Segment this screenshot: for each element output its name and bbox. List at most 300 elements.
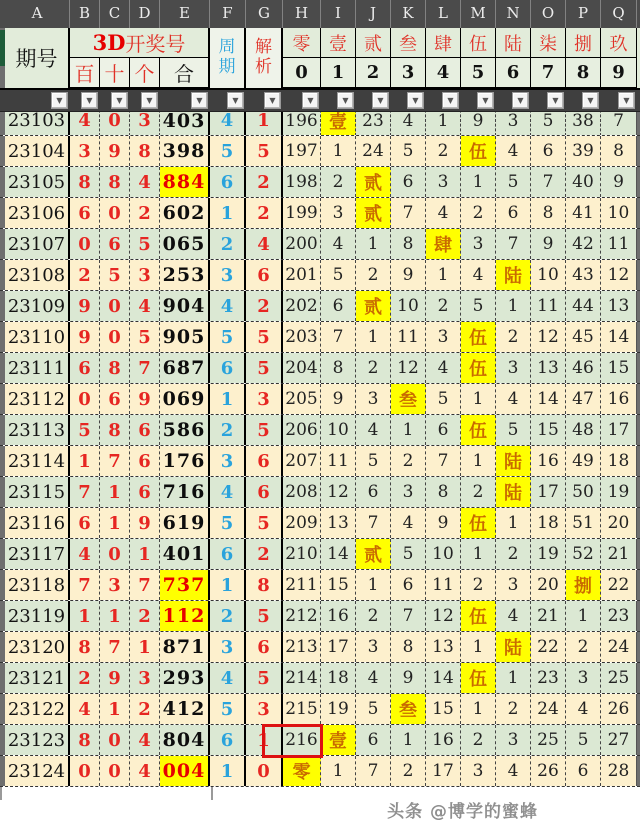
column-letter-I[interactable]: I [321,0,356,28]
filter-button-K[interactable]: ▼ [407,92,424,109]
cell-period[interactable]: 23115 [5,477,70,507]
column-letter-P[interactable]: P [566,0,601,28]
cell-digit-bai[interactable]: 6 [70,198,100,228]
cell-analysis[interactable]: 5 [246,136,283,166]
cell-count-9[interactable]: 23 [601,601,637,631]
cell-count-6[interactable]: 1 [496,663,531,693]
cell-period[interactable]: 23120 [5,632,70,662]
cell-count-3[interactable]: 2 [391,756,426,786]
cell-sum[interactable]: 293 [160,663,210,693]
cell-count-5[interactable]: 伍 [461,415,496,445]
cell-digit-bai[interactable]: 6 [70,353,100,383]
cell-count-0[interactable]: 204 [283,353,321,383]
cell-digit-shi[interactable]: 7 [100,446,130,476]
cell-count-5[interactable]: 5 [461,291,496,321]
cell-count-2[interactable]: 贰 [356,291,391,321]
cell-analysis[interactable]: 6 [246,477,283,507]
filter-button-Q[interactable]: ▼ [618,92,635,109]
cell-count-5[interactable]: 1 [461,384,496,414]
cell-digit-shi[interactable]: 5 [100,260,130,290]
cell-digit-shi[interactable]: 8 [100,353,130,383]
cell-digit-bai[interactable]: 8 [70,725,100,755]
cell-count-4[interactable]: 11 [426,570,461,600]
cell-count-4[interactable]: 14 [426,663,461,693]
column-letter-L[interactable]: L [426,0,461,28]
cell-digit-bai[interactable]: 0 [70,756,100,786]
cell-digit-shi[interactable]: 1 [100,508,130,538]
cell-count-6[interactable]: 4 [496,601,531,631]
cell-cycle[interactable]: 1 [210,570,246,600]
cell-period[interactable]: 23123 [5,725,70,755]
cell-digit-shi[interactable]: 9 [100,663,130,693]
filter-button-G[interactable]: ▼ [264,92,281,109]
cell-count-1[interactable]: 14 [321,539,356,569]
cell-count-0[interactable]: 201 [283,260,321,290]
cell-count-2[interactable]: 1 [356,570,391,600]
cell-count-6[interactable]: 陆 [496,632,531,662]
cell-analysis[interactable]: 2 [246,198,283,228]
cell-count-8[interactable]: 45 [566,322,601,352]
cell-count-2[interactable]: 1 [356,229,391,259]
cell-count-4[interactable]: 肆 [426,229,461,259]
cell-period[interactable]: 23106 [5,198,70,228]
cell-count-7[interactable]: 25 [531,725,566,755]
cell-period[interactable]: 23121 [5,663,70,693]
cell-period[interactable]: 23113 [5,415,70,445]
cell-count-9[interactable]: 28 [601,756,637,786]
cell-count-6[interactable]: 6 [496,198,531,228]
cell-digit-bai[interactable]: 2 [70,260,100,290]
cell-count-5[interactable]: 1 [461,446,496,476]
cell-digit-ge[interactable]: 5 [130,229,160,259]
cell-digit-shi[interactable]: 0 [100,112,130,136]
cell-cycle[interactable]: 6 [210,353,246,383]
cell-cycle[interactable]: 4 [210,291,246,321]
cell-count-1[interactable]: 1 [321,756,356,786]
cell-digit-shi[interactable]: 1 [100,477,130,507]
cell-sum[interactable]: 804 [160,725,210,755]
cell-digit-shi[interactable]: 6 [100,384,130,414]
cell-cycle[interactable]: 3 [210,446,246,476]
filter-button-I[interactable]: ▼ [337,92,354,109]
cell-cycle[interactable]: 5 [210,508,246,538]
cell-count-1[interactable]: 4 [321,229,356,259]
cell-count-1[interactable]: 16 [321,601,356,631]
cell-cycle[interactable]: 6 [210,539,246,569]
cell-count-1[interactable]: 3 [321,198,356,228]
cell-sum[interactable]: 905 [160,322,210,352]
cell-cycle[interactable]: 1 [210,198,246,228]
cell-count-0[interactable]: 207 [283,446,321,476]
column-letter-C[interactable]: C [100,0,130,28]
cell-count-1[interactable]: 10 [321,415,356,445]
cell-count-7[interactable]: 8 [531,198,566,228]
cell-count-7[interactable]: 13 [531,353,566,383]
cell-digit-bai[interactable]: 8 [70,632,100,662]
cell-sum[interactable]: 871 [160,632,210,662]
cell-count-0[interactable]: 198 [283,167,321,197]
cell-count-4[interactable]: 2 [426,136,461,166]
cell-count-2[interactable]: 1 [356,322,391,352]
cell-count-5[interactable]: 伍 [461,353,496,383]
filter-button-H[interactable]: ▼ [302,92,319,109]
filter-button-O[interactable]: ▼ [547,92,564,109]
cell-count-6[interactable]: 陆 [496,446,531,476]
cell-count-9[interactable]: 16 [601,384,637,414]
cell-count-4[interactable]: 12 [426,601,461,631]
cell-count-7[interactable]: 12 [531,322,566,352]
cell-digit-ge[interactable]: 6 [130,415,160,445]
cell-digit-ge[interactable]: 2 [130,198,160,228]
cell-count-2[interactable]: 24 [356,136,391,166]
cell-count-8[interactable]: 40 [566,167,601,197]
cell-count-2[interactable]: 2 [356,601,391,631]
cell-cycle[interactable]: 1 [210,756,246,786]
cell-digit-bai[interactable]: 2 [70,663,100,693]
cell-digit-shi[interactable]: 0 [100,725,130,755]
cell-count-9[interactable]: 8 [601,136,637,166]
cell-digit-bai[interactable]: 4 [70,694,100,724]
cell-digit-bai[interactable]: 5 [70,415,100,445]
cell-count-2[interactable]: 7 [356,756,391,786]
cell-count-6[interactable]: 3 [496,353,531,383]
cell-count-6[interactable]: 3 [496,725,531,755]
cell-count-9[interactable]: 19 [601,477,637,507]
cell-count-5[interactable]: 2 [461,477,496,507]
cell-digit-ge[interactable]: 3 [130,112,160,136]
cell-count-4[interactable]: 9 [426,508,461,538]
column-letter-E[interactable]: E [160,0,210,28]
cell-sum[interactable]: 069 [160,384,210,414]
cell-digit-ge[interactable]: 5 [130,322,160,352]
cell-count-8[interactable]: 50 [566,477,601,507]
cell-digit-ge[interactable]: 4 [130,756,160,786]
cell-count-5[interactable]: 1 [461,632,496,662]
cell-count-5[interactable]: 2 [461,725,496,755]
cell-count-4[interactable]: 8 [426,477,461,507]
cell-count-9[interactable]: 27 [601,725,637,755]
cell-digit-ge[interactable]: 2 [130,601,160,631]
cell-count-0[interactable]: 199 [283,198,321,228]
cell-count-0[interactable]: 216 [283,725,321,755]
cell-digit-ge[interactable]: 3 [130,663,160,693]
cell-sum[interactable]: 687 [160,353,210,383]
cell-count-9[interactable]: 18 [601,446,637,476]
cell-sum[interactable]: 065 [160,229,210,259]
cell-cycle[interactable]: 4 [210,477,246,507]
cell-count-4[interactable]: 16 [426,725,461,755]
cell-count-4[interactable]: 10 [426,539,461,569]
cell-sum[interactable]: 716 [160,477,210,507]
cell-count-2[interactable]: 5 [356,446,391,476]
cell-digit-shi[interactable]: 7 [100,632,130,662]
column-letter-B[interactable]: B [70,0,100,28]
cell-count-6[interactable]: 5 [496,167,531,197]
cell-cycle[interactable]: 5 [210,694,246,724]
cell-digit-ge[interactable]: 9 [130,508,160,538]
cell-count-6[interactable]: 4 [496,384,531,414]
cell-count-7[interactable]: 9 [531,229,566,259]
cell-digit-shi[interactable]: 0 [100,198,130,228]
cell-digit-shi[interactable]: 6 [100,229,130,259]
cell-count-7[interactable]: 23 [531,663,566,693]
cell-period[interactable]: 23116 [5,508,70,538]
column-letter-O[interactable]: O [531,0,566,28]
cell-count-1[interactable]: 8 [321,353,356,383]
cell-count-8[interactable]: 2 [566,632,601,662]
cell-count-6[interactable]: 陆 [496,477,531,507]
filter-button-L[interactable]: ▼ [442,92,459,109]
cell-analysis[interactable]: 3 [246,694,283,724]
cell-period[interactable]: 23124 [5,756,70,786]
cell-count-2[interactable]: 4 [356,663,391,693]
cell-count-4[interactable]: 5 [426,384,461,414]
cell-count-3[interactable]: 5 [391,539,426,569]
cell-sum[interactable]: 619 [160,508,210,538]
cell-count-7[interactable]: 7 [531,167,566,197]
cell-count-1[interactable]: 9 [321,384,356,414]
cell-count-2[interactable]: 3 [356,384,391,414]
cell-count-2[interactable]: 6 [356,725,391,755]
cell-count-1[interactable]: 19 [321,694,356,724]
cell-count-8[interactable]: 3 [566,663,601,693]
cell-count-9[interactable]: 7 [601,112,637,136]
cell-analysis[interactable]: 1 [246,112,283,136]
cell-cycle[interactable]: 3 [210,260,246,290]
cell-count-3[interactable]: 11 [391,322,426,352]
cell-digit-bai[interactable]: 0 [70,229,100,259]
filter-button-E[interactable]: ▼ [191,92,208,109]
cell-count-0[interactable]: 214 [283,663,321,693]
cell-count-5[interactable]: 1 [461,539,496,569]
cell-digit-ge[interactable]: 4 [130,725,160,755]
cell-digit-bai[interactable]: 7 [70,477,100,507]
cell-count-8[interactable]: 46 [566,353,601,383]
cell-count-5[interactable]: 2 [461,198,496,228]
cell-count-0[interactable]: 196 [283,112,321,136]
cell-count-8[interactable]: 捌 [566,570,601,600]
column-letter-G[interactable]: G [246,0,283,28]
cell-digit-bai[interactable]: 3 [70,136,100,166]
cell-cycle[interactable]: 2 [210,601,246,631]
cell-analysis[interactable]: 1 [246,725,283,755]
cell-digit-bai[interactable]: 0 [70,384,100,414]
cell-sum[interactable]: 602 [160,198,210,228]
cell-count-3[interactable]: 1 [391,415,426,445]
cell-count-1[interactable]: 6 [321,291,356,321]
cell-count-1[interactable]: 18 [321,663,356,693]
cell-analysis[interactable]: 5 [246,353,283,383]
filter-button-F[interactable]: ▼ [227,92,244,109]
cell-count-5[interactable]: 4 [461,260,496,290]
cell-count-8[interactable]: 49 [566,446,601,476]
cell-analysis[interactable]: 5 [246,508,283,538]
cell-count-1[interactable]: 17 [321,632,356,662]
cell-digit-ge[interactable]: 6 [130,477,160,507]
cell-count-7[interactable]: 26 [531,756,566,786]
cell-count-7[interactable]: 22 [531,632,566,662]
cell-count-5[interactable]: 3 [461,756,496,786]
cell-count-1[interactable]: 2 [321,167,356,197]
cell-count-6[interactable]: 5 [496,415,531,445]
cell-count-9[interactable]: 26 [601,694,637,724]
filter-button-B[interactable]: ▼ [81,92,98,109]
cell-count-7[interactable]: 6 [531,136,566,166]
cell-analysis[interactable]: 6 [246,260,283,290]
cell-count-0[interactable]: 205 [283,384,321,414]
cell-digit-bai[interactable]: 8 [70,167,100,197]
filter-button-N[interactable]: ▼ [512,92,529,109]
cell-cycle[interactable]: 6 [210,725,246,755]
cell-count-2[interactable]: 6 [356,477,391,507]
cell-count-9[interactable]: 24 [601,632,637,662]
cell-digit-shi[interactable]: 0 [100,322,130,352]
cell-count-7[interactable]: 14 [531,384,566,414]
column-letter-J[interactable]: J [356,0,391,28]
cell-period[interactable]: 23109 [5,291,70,321]
cell-count-0[interactable]: 202 [283,291,321,321]
cell-digit-ge[interactable]: 4 [130,291,160,321]
cell-count-8[interactable]: 48 [566,415,601,445]
cell-count-3[interactable]: 5 [391,136,426,166]
cell-cycle[interactable]: 2 [210,229,246,259]
cell-digit-shi[interactable]: 0 [100,539,130,569]
cell-digit-bai[interactable]: 1 [70,601,100,631]
column-letter-H[interactable]: H [283,0,321,28]
cell-count-8[interactable]: 38 [566,112,601,136]
cell-count-6[interactable]: 1 [496,291,531,321]
cell-analysis[interactable]: 4 [246,229,283,259]
cell-count-4[interactable]: 3 [426,167,461,197]
cell-period[interactable]: 23107 [5,229,70,259]
cell-count-1[interactable]: 11 [321,446,356,476]
cell-cycle[interactable]: 4 [210,663,246,693]
cell-count-7[interactable]: 18 [531,508,566,538]
cell-count-8[interactable]: 42 [566,229,601,259]
cell-count-5[interactable]: 伍 [461,136,496,166]
cell-count-2[interactable]: 3 [356,632,391,662]
cell-digit-bai[interactable]: 9 [70,322,100,352]
cell-count-6[interactable]: 4 [496,136,531,166]
cell-analysis[interactable]: 0 [246,756,283,786]
cell-count-3[interactable]: 4 [391,112,426,136]
cell-count-4[interactable]: 15 [426,694,461,724]
column-letter-N[interactable]: N [496,0,531,28]
cell-count-3[interactable]: 7 [391,601,426,631]
cell-count-9[interactable]: 22 [601,570,637,600]
cell-period[interactable]: 23114 [5,446,70,476]
cell-count-0[interactable]: 零 [283,756,321,786]
cell-count-2[interactable]: 4 [356,415,391,445]
cell-count-8[interactable]: 6 [566,756,601,786]
cell-count-5[interactable]: 9 [461,112,496,136]
cell-count-5[interactable]: 1 [461,167,496,197]
cell-count-6[interactable]: 3 [496,570,531,600]
cell-count-6[interactable]: 2 [496,322,531,352]
cell-count-8[interactable]: 39 [566,136,601,166]
cell-period[interactable]: 23105 [5,167,70,197]
cell-count-5[interactable]: 伍 [461,601,496,631]
cell-count-9[interactable]: 25 [601,663,637,693]
cell-count-4[interactable]: 4 [426,353,461,383]
cell-count-0[interactable]: 209 [283,508,321,538]
cell-count-8[interactable]: 41 [566,198,601,228]
cell-count-3[interactable]: 3 [391,477,426,507]
cell-count-3[interactable]: 1 [391,725,426,755]
cell-digit-ge[interactable]: 1 [130,539,160,569]
cell-count-0[interactable]: 197 [283,136,321,166]
filter-button-M[interactable]: ▼ [477,92,494,109]
cell-count-7[interactable]: 5 [531,112,566,136]
cell-count-3[interactable]: 9 [391,260,426,290]
cell-count-9[interactable]: 17 [601,415,637,445]
cell-count-2[interactable]: 7 [356,508,391,538]
cell-sum[interactable]: 403 [160,112,210,136]
cell-count-7[interactable]: 20 [531,570,566,600]
cell-sum[interactable]: 398 [160,136,210,166]
cell-count-6[interactable]: 3 [496,112,531,136]
cell-count-4[interactable]: 3 [426,322,461,352]
cell-analysis[interactable]: 8 [246,570,283,600]
cell-count-5[interactable]: 伍 [461,322,496,352]
column-letter-M[interactable]: M [461,0,496,28]
cell-count-5[interactable]: 1 [461,694,496,724]
cell-cycle[interactable]: 6 [210,167,246,197]
cell-digit-bai[interactable]: 4 [70,112,100,136]
cell-analysis[interactable]: 2 [246,167,283,197]
cell-count-0[interactable]: 200 [283,229,321,259]
cell-count-3[interactable]: 9 [391,663,426,693]
cell-sum[interactable]: 586 [160,415,210,445]
cell-period[interactable]: 23117 [5,539,70,569]
cell-sum[interactable]: 904 [160,291,210,321]
cell-digit-shi[interactable]: 0 [100,756,130,786]
cell-count-0[interactable]: 208 [283,477,321,507]
cell-count-2[interactable]: 2 [356,353,391,383]
cell-count-1[interactable]: 7 [321,322,356,352]
cell-analysis[interactable]: 2 [246,539,283,569]
column-letter-K[interactable]: K [391,0,426,28]
cell-period[interactable]: 23122 [5,694,70,724]
cell-count-9[interactable]: 12 [601,260,637,290]
cell-count-0[interactable]: 206 [283,415,321,445]
cell-count-7[interactable]: 11 [531,291,566,321]
cell-period[interactable]: 23108 [5,260,70,290]
cell-sum[interactable]: 401 [160,539,210,569]
cell-count-0[interactable]: 212 [283,601,321,631]
filter-button-A[interactable]: ▼ [51,92,68,109]
cell-sum[interactable]: 004 [160,756,210,786]
cell-count-2[interactable]: 23 [356,112,391,136]
cell-digit-shi[interactable]: 9 [100,136,130,166]
cell-count-3[interactable]: 2 [391,446,426,476]
cell-digit-ge[interactable]: 7 [130,353,160,383]
cell-sum[interactable]: 412 [160,694,210,724]
cell-count-9[interactable]: 20 [601,508,637,538]
cell-analysis[interactable]: 3 [246,384,283,414]
cell-count-0[interactable]: 211 [283,570,321,600]
column-letter-F[interactable]: F [210,0,246,28]
cell-digit-shi[interactable]: 1 [100,694,130,724]
cell-count-3[interactable]: 4 [391,508,426,538]
cell-period[interactable]: 23119 [5,601,70,631]
cell-sum[interactable]: 253 [160,260,210,290]
cell-digit-bai[interactable]: 4 [70,539,100,569]
cell-count-4[interactable]: 7 [426,446,461,476]
cell-count-1[interactable]: 12 [321,477,356,507]
cell-analysis[interactable]: 2 [246,291,283,321]
cell-count-4[interactable]: 6 [426,415,461,445]
